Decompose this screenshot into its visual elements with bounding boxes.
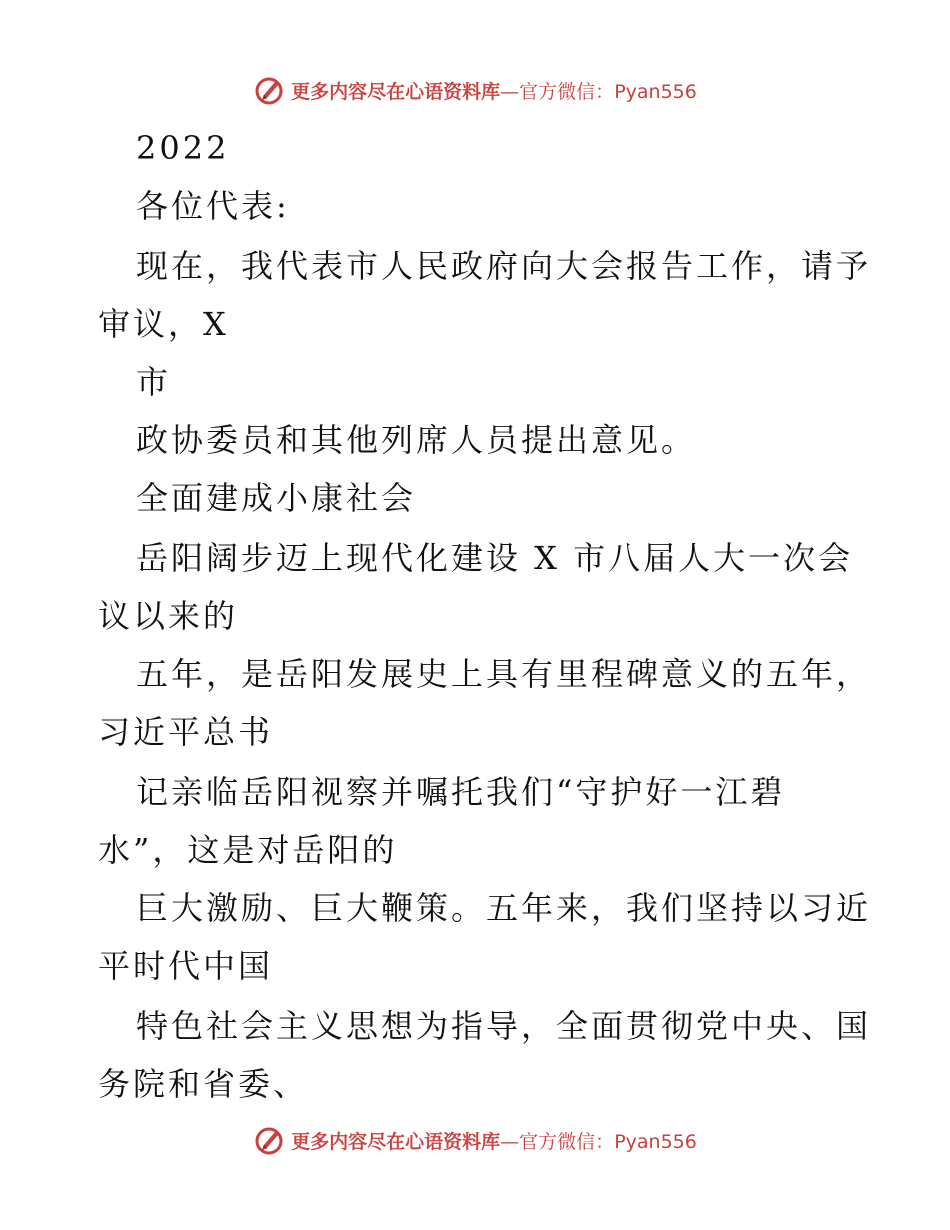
watermark-dash: —	[500, 1130, 520, 1153]
doc-line: 市	[136, 363, 172, 401]
doc-line: 各位代表:	[136, 187, 290, 225]
doc-line: 平时代中国	[98, 947, 274, 985]
pen-seal-logo-icon	[253, 74, 285, 106]
doc-line: 巨大激励、巨大鞭策。五年来，我们坚持以习近	[136, 889, 872, 927]
doc-line: 全面建成小康社会	[136, 479, 417, 517]
doc-line: 议以来的	[98, 597, 239, 635]
watermark-account: Pyan556	[614, 1130, 697, 1153]
doc-line: 习近平总书	[98, 713, 274, 751]
doc-line: 政协委员和其他列席人员提出意见。	[136, 421, 697, 459]
watermark-site-name: 更多内容尽在心语资料库	[291, 80, 501, 103]
pen-seal-logo-icon	[253, 1124, 285, 1156]
doc-line: 记亲临岳阳视察并嘱托我们“守护好一江碧	[136, 773, 786, 811]
watermark-dash: —	[500, 80, 520, 103]
watermark-account: Pyan556	[614, 80, 697, 103]
doc-line: 审议，X	[98, 305, 229, 343]
doc-line: 2022	[136, 129, 230, 167]
watermark-wechat-label: 官方微信：	[519, 1130, 615, 1153]
doc-line: 五年，是岳阳发展史上具有里程碑意义的五年，	[136, 655, 872, 693]
doc-line: 水”，这是对岳阳的	[98, 831, 398, 869]
doc-line: 现在，我代表市人民政府向大会报告工作，请予	[136, 247, 872, 285]
doc-line: 务院和省委、	[98, 1065, 309, 1103]
watermark-text	[291, 1127, 697, 1154]
doc-line: 特色社会主义思想为指导，全面贯彻党中央、国	[136, 1007, 872, 1045]
doc-line: 岳阳阔步迈上现代化建设 X 市八届人大一次会	[136, 539, 854, 577]
footer-watermark-banner	[0, 1120, 950, 1160]
watermark-site-name: 更多内容尽在心语资料库	[291, 1130, 501, 1153]
header-watermark-banner	[0, 70, 950, 110]
watermark-wechat-label: 官方微信：	[519, 80, 615, 103]
watermark-text	[291, 77, 697, 104]
